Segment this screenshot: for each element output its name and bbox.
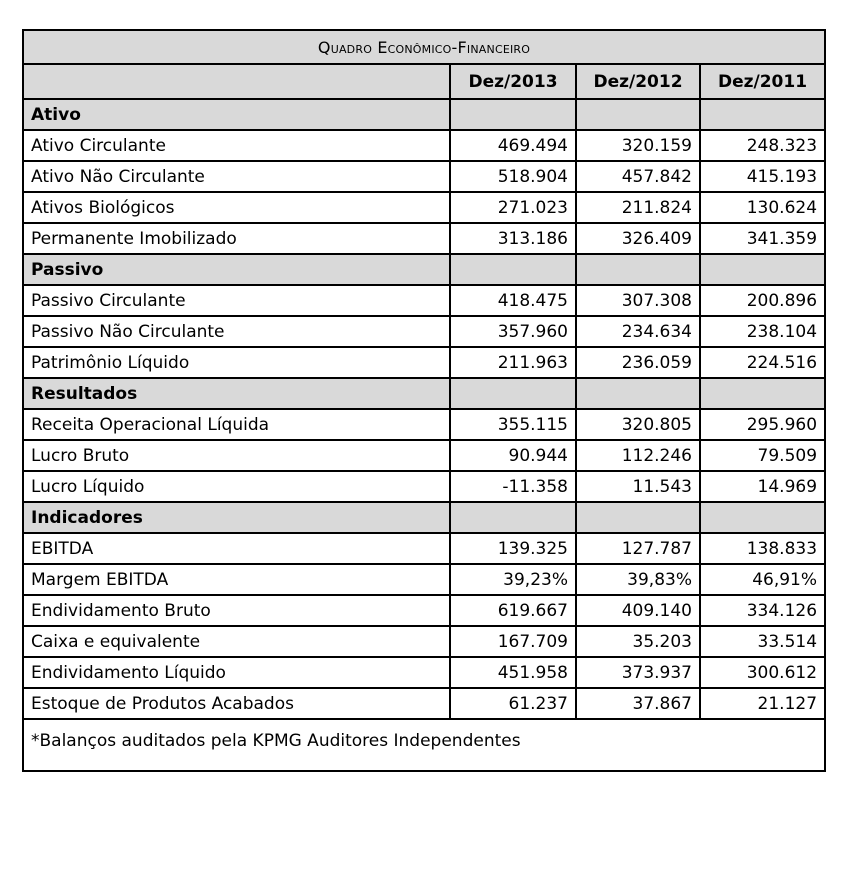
value-cell: 619.667 [450, 595, 576, 626]
section-header-row [23, 99, 825, 130]
section-empty-cell [450, 99, 576, 130]
table-row [23, 564, 825, 595]
value-cell: 61.237 [450, 688, 576, 719]
value-cell: 295.960 [700, 409, 825, 440]
value-cell: 271.023 [450, 192, 576, 223]
value-cell: 469.494 [450, 130, 576, 161]
table-row [23, 223, 825, 254]
section-empty-cell [700, 254, 825, 285]
section-title: Passivo [23, 254, 450, 285]
section-empty-cell [450, 254, 576, 285]
column-header-row [23, 64, 825, 99]
section-empty-cell [576, 378, 700, 409]
value-cell: 39,23% [450, 564, 576, 595]
row-label: Ativos Biológicos [23, 192, 450, 223]
table-row [23, 595, 825, 626]
value-cell: 334.126 [700, 595, 825, 626]
row-label: Ativo Circulante [23, 130, 450, 161]
value-cell: 409.140 [576, 595, 700, 626]
value-cell: 46,91% [700, 564, 825, 595]
financial-summary-frame [22, 29, 824, 772]
value-cell: -11.358 [450, 471, 576, 502]
value-cell: 355.115 [450, 409, 576, 440]
value-cell: 320.159 [576, 130, 700, 161]
value-cell: 211.963 [450, 347, 576, 378]
row-label: Passivo Não Circulante [23, 316, 450, 347]
section-header-row [23, 378, 825, 409]
section-header-row [23, 254, 825, 285]
section-header-row [23, 502, 825, 533]
section-empty-cell [576, 254, 700, 285]
value-cell: 211.824 [576, 192, 700, 223]
table-row [23, 440, 825, 471]
column-header-dez-2011: Dez/2011 [700, 64, 825, 99]
table-row [23, 192, 825, 223]
value-cell: 35.203 [576, 626, 700, 657]
value-cell: 238.104 [700, 316, 825, 347]
row-label: Lucro Líquido [23, 471, 450, 502]
value-cell: 518.904 [450, 161, 576, 192]
value-cell: 357.960 [450, 316, 576, 347]
section-title: Ativo [23, 99, 450, 130]
table-row [23, 626, 825, 657]
row-label: Receita Operacional Líquida [23, 409, 450, 440]
row-label: Margem EBITDA [23, 564, 450, 595]
row-label: EBITDA [23, 533, 450, 564]
table-row [23, 316, 825, 347]
value-cell: 451.958 [450, 657, 576, 688]
table-row [23, 347, 825, 378]
footnote: *Balanços auditados pela KPMG Auditores Independentes [23, 719, 825, 771]
value-cell: 33.514 [700, 626, 825, 657]
table-row [23, 688, 825, 719]
value-cell: 37.867 [576, 688, 700, 719]
section-empty-cell [576, 99, 700, 130]
row-label: Estoque de Produtos Acabados [23, 688, 450, 719]
column-header-dez-2013: Dez/2013 [450, 64, 576, 99]
section-empty-cell [700, 378, 825, 409]
table-row [23, 285, 825, 316]
value-cell: 127.787 [576, 533, 700, 564]
section-title: Indicadores [23, 502, 450, 533]
table-row [23, 471, 825, 502]
value-cell: 418.475 [450, 285, 576, 316]
row-label: Lucro Bruto [23, 440, 450, 471]
value-cell: 130.624 [700, 192, 825, 223]
value-cell: 341.359 [700, 223, 825, 254]
table-title-row [23, 30, 825, 64]
section-empty-cell [450, 502, 576, 533]
value-cell: 320.805 [576, 409, 700, 440]
value-cell: 248.323 [700, 130, 825, 161]
value-cell: 300.612 [700, 657, 825, 688]
column-header-dez-2012: Dez/2012 [576, 64, 700, 99]
value-cell: 79.509 [700, 440, 825, 471]
value-cell: 457.842 [576, 161, 700, 192]
value-cell: 234.634 [576, 316, 700, 347]
value-cell: 236.059 [576, 347, 700, 378]
section-empty-cell [576, 502, 700, 533]
row-label: Passivo Circulante [23, 285, 450, 316]
table-row [23, 657, 825, 688]
table-row [23, 409, 825, 440]
row-label: Endividamento Líquido [23, 657, 450, 688]
row-label: Endividamento Bruto [23, 595, 450, 626]
value-cell: 39,83% [576, 564, 700, 595]
value-cell: 307.308 [576, 285, 700, 316]
table-row [23, 161, 825, 192]
row-label: Patrimônio Líquido [23, 347, 450, 378]
value-cell: 11.543 [576, 471, 700, 502]
row-label: Ativo Não Circulante [23, 161, 450, 192]
financial-table [22, 29, 826, 772]
section-title: Resultados [23, 378, 450, 409]
value-cell: 112.246 [576, 440, 700, 471]
value-cell: 313.186 [450, 223, 576, 254]
value-cell: 167.709 [450, 626, 576, 657]
value-cell: 415.193 [700, 161, 825, 192]
row-label: Permanente Imobilizado [23, 223, 450, 254]
value-cell: 138.833 [700, 533, 825, 564]
value-cell: 373.937 [576, 657, 700, 688]
value-cell: 14.969 [700, 471, 825, 502]
value-cell: 90.944 [450, 440, 576, 471]
section-empty-cell [700, 502, 825, 533]
table-title: Quadro Econômico-Financeiro [23, 30, 825, 64]
table-row [23, 533, 825, 564]
value-cell: 139.325 [450, 533, 576, 564]
value-cell: 224.516 [700, 347, 825, 378]
header-empty-cell [23, 64, 450, 99]
section-empty-cell [450, 378, 576, 409]
section-empty-cell [700, 99, 825, 130]
table-row [23, 130, 825, 161]
row-label: Caixa e equivalente [23, 626, 450, 657]
value-cell: 200.896 [700, 285, 825, 316]
footnote-row [23, 719, 825, 771]
value-cell: 21.127 [700, 688, 825, 719]
value-cell: 326.409 [576, 223, 700, 254]
